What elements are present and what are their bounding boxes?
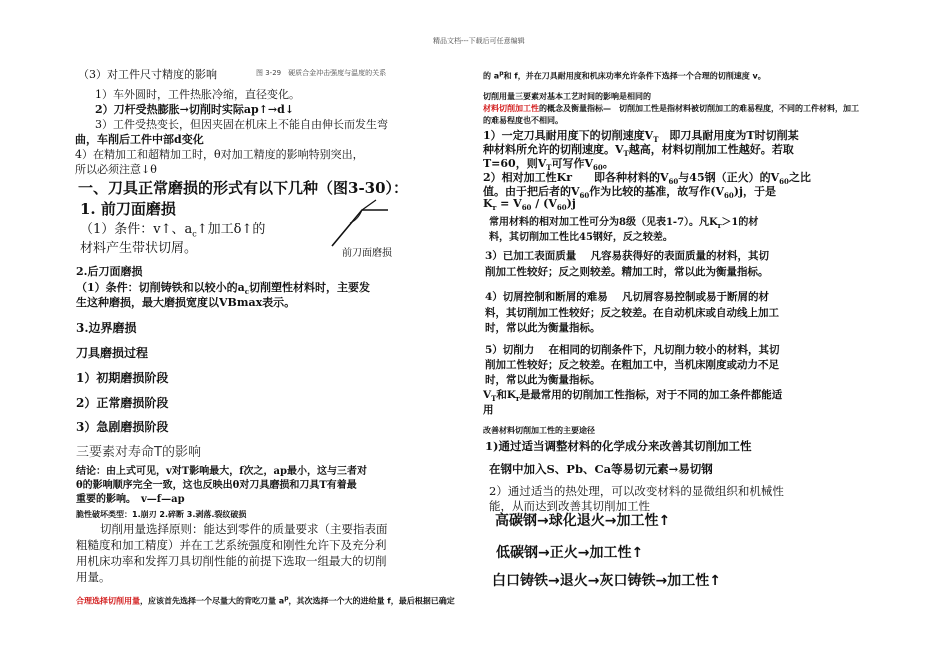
index-4-line-c: 时，常以此为衡量指标。 <box>485 322 601 334</box>
index-2-d: 常用材料的相对加工性可分为8级（见表1-7）。凡K <box>489 217 718 228</box>
index-1-sub-t2: T <box>623 149 629 159</box>
machinability-def-cont: 的难易程度也不相同。 <box>483 116 563 125</box>
condition-1-sub: c <box>192 229 197 239</box>
bottom-note-text-b: ，其次选择一个大的进给量 f，最后根据已确定 <box>288 596 455 606</box>
flow-low-carbon: 低碳钢→正火→加工性↑ <box>496 545 644 561</box>
sec3-title: （3）对工件尺寸精度的影响 <box>78 68 217 81</box>
stage-1: 1）初期磨损阶段 <box>76 371 169 385</box>
paragraph-4b: 所以必须注意↓θ <box>75 163 157 176</box>
index-5-line-a: 5）切削力 在相同的切削条件下，凡切削力较小的材料，其切 <box>485 344 780 356</box>
index-2-a3: 之比 <box>788 171 811 184</box>
heading-wear-process: 刀具磨损过程 <box>76 346 149 360</box>
formula-div: / (V <box>531 197 557 210</box>
formula-k: K <box>483 197 493 210</box>
formula-sub-r: r <box>492 203 497 213</box>
index-2-a: 2）相对加工性Kr 即各种材料的V <box>483 171 669 184</box>
index-2-sub-r: r <box>717 221 722 230</box>
bottom-note-highlight: 合理选择切削用量 <box>76 596 140 606</box>
index-2-formula <box>483 197 576 212</box>
index-2-b3: )j，于是 <box>733 185 776 198</box>
index-1-sub-60: 60 <box>593 163 603 173</box>
index-2-b2: 作为比较的基准，故写作(V <box>589 185 725 198</box>
improve-1-example: 在钢中加入S、Pb、Ca等易切元素→易切钢 <box>489 462 713 476</box>
conclusion-line-1: 结论：由上式可见，v对T影响最大，f次之，ap最小，这与三者对 <box>76 466 368 477</box>
bottom-note-sup: p <box>284 595 289 602</box>
summary-text: 是最常用的切削加工性指标，对于不同的加工条件都能适 <box>519 389 783 401</box>
index-4-line-a: 4）切屑控制和断屑的难易 凡切屑容易控制或易于断屑的材 <box>485 291 769 303</box>
selection-line-2: 粗糙度和加工精度）并在工艺系统强度和刚性允许下及充分利 <box>76 538 387 552</box>
paragraph-3b: 曲，车削后工件中部d变化 <box>75 133 204 146</box>
index-2-sub-60d: 60 <box>724 191 734 201</box>
three-factors-heading: 三要素对寿命T的影响 <box>76 445 201 460</box>
selection-line-4: 用量。 <box>76 570 111 584</box>
selection-line-3: 用机床功率和发挥刀具切削性能的前提下选取一组最大的切削 <box>76 554 387 568</box>
figure-caption: 图 3-29 硬质合金冲击强度与温度的关系 <box>256 69 387 77</box>
front-wear-figure-label: 前刀面磨损 <box>342 248 392 259</box>
stage-2: 2）正常磨损阶段 <box>76 396 169 410</box>
index-2-d2: ＞1的材 <box>721 217 759 228</box>
flow-white-cast-iron: 白口铸铁→退火→灰口铸铁→加工性↑ <box>492 573 721 589</box>
index-1-period: 。 <box>602 157 614 170</box>
stage-3: 3）急剧磨损阶段 <box>76 420 169 434</box>
index-2-b: 值。由于把后者的V <box>483 185 580 198</box>
breakage-types: 脆性破坏类型：1.崩刃 2.碎断 3.剥落.裂纹破损 <box>76 510 247 519</box>
formula-eq: = V <box>496 197 522 210</box>
index-1-sub-t: T <box>653 135 659 145</box>
summary-line-b: 用 <box>483 404 494 416</box>
index-1-b: 种材料所允许的切削速度。V <box>483 143 624 156</box>
selection-line-1: 切削用量选择原则：能达到零件的质量要求（主要指表面 <box>100 522 388 536</box>
condition-1-part-b: ↑加工δ↑的 <box>196 222 266 237</box>
conclusion-line-2: θ的影响顺序完全一致，这也反映出θ对刀具磨损和刀具T有着最 <box>76 480 357 491</box>
formula-end: )j <box>566 197 576 210</box>
condition-2-cont: 生这种磨损，最大磨损宽度以VBmax表示。 <box>76 296 296 309</box>
improve-2-line-b: 能，从而达到改善其切削加工性 <box>489 499 650 513</box>
index-1-c: T=60，则V <box>483 157 547 170</box>
improve-heading: 改善材料切削加工性的主要途径 <box>483 426 595 435</box>
summary-v: V <box>483 389 492 401</box>
formula-sub-60a: 60 <box>521 203 532 213</box>
index-1-b2: 越高，材料切削加工性越好。若取 <box>628 143 794 156</box>
index-5-line-b: 削加工性较好；反之较差。在粗加工中，当机床刚度或动力不足 <box>485 359 779 371</box>
index-5-line-c: 时，常以此为衡量指标。 <box>485 374 601 386</box>
index-1-sub-t3: T <box>546 163 552 173</box>
index-1-a: 1）一定刀具耐用度下的切削速度V <box>483 129 654 142</box>
condition-2-sub: c <box>244 287 250 297</box>
index-4-line-b: 料，其切削加工性较好；反之较差。在自动机床或自动线上加工 <box>485 307 779 319</box>
index-2-sub-60b: 60 <box>779 177 789 187</box>
bottom-note-text-a: ，应该首先选择一个尽量大的背吃刀量 a <box>140 596 285 606</box>
summary-sub-t: T <box>491 394 497 404</box>
index-1-a2: 即刀具耐用度为T时切削某 <box>658 129 799 142</box>
index-2-a2: 与45钢（正火）的V <box>678 171 780 184</box>
right-top-line <box>483 70 766 82</box>
paragraph-2: 2）刀杆受热膨胀→切削时实际ap↑→d↓ <box>95 103 295 116</box>
index-3-line-b: 削加工性较好；反之则较差。精加工时，常以此为衡量指标。 <box>485 266 769 278</box>
bottom-note <box>76 595 455 607</box>
index-3-line-a: 3）已加工表面质量 凡容易获得好的表面质量的材料，其切 <box>485 250 769 262</box>
condition-2-part-b: 切削塑性材料时，主要发 <box>249 281 371 294</box>
machinability-def <box>483 103 859 114</box>
improve-2-line-a: 2）通过适当的热处理，可以改变材料的显微组织和机械性 <box>489 484 784 498</box>
condition-2-part-a: （1）条件：切削铸铁和以较小的a <box>76 281 245 294</box>
heading-front-wear: 1. 前刀面磨损 <box>80 200 176 218</box>
machinability-text: 的概念及衡量指标— 切削加工性是指材料被切削加工的难易程度，不同的工件材料，加工 <box>539 104 859 113</box>
paragraph-1: 1）车外圆时，工件热胀冷缩，直径变化。 <box>95 88 300 101</box>
heading-wear-forms: 一、刀具正常磨损的形式有以下几种（图3-30）： <box>78 179 409 197</box>
right-top-a: 的 a <box>483 71 500 81</box>
condition-1 <box>80 218 265 239</box>
condition-1-cont: 材料产生带状切屑。 <box>80 241 198 256</box>
conclusion-line-3: 重要的影响。 v—f—ap <box>76 494 185 505</box>
improve-1: 1)通过适当调整材料的化学成分来改善其切削加工性 <box>485 439 752 453</box>
flow-high-carbon: 高碳钢→球化退火→加工性↑ <box>495 513 671 529</box>
summary-k: 和K <box>496 389 517 401</box>
paragraph-4a: 4）在精加工和超精加工时，θ对加工精度的影响特别突出， <box>75 148 364 161</box>
formula-sub-60b: 60 <box>556 203 567 213</box>
paragraph-3a: 3）工件受热变长，但因夹固在机床上不能自由伸长而发生弯 <box>95 118 388 131</box>
page-header-note: 精品文档---下载后可任意编辑 <box>433 37 525 45</box>
time-effect-note: 切削用量三要素对基本工艺时间的影响是相同的 <box>483 92 651 101</box>
summary-line-a <box>483 387 782 403</box>
heading-back-wear: 2.后刀面磨损 <box>76 265 143 278</box>
index-2-line-e: 料，其切削加工性比45钢好，反之较差。 <box>489 232 673 243</box>
summary-sub-r: r <box>516 394 520 404</box>
condition-1-part-a: （1）条件：v↑、a <box>80 222 193 237</box>
index-2-sub-60a: 60 <box>668 177 679 187</box>
right-top-b: 和 f，并在刀具耐用度和机床功率允许条件下选择一个合理的切削速度 v。 <box>503 71 766 81</box>
heading-edge-wear: 3.边界磨损 <box>76 321 137 335</box>
machinability-highlight: 材料切削加工性 <box>483 104 539 113</box>
right-top-sup: p <box>499 70 504 77</box>
index-2-sub-60c: 60 <box>579 191 590 201</box>
index-1-c2: 可写作V <box>551 157 594 170</box>
